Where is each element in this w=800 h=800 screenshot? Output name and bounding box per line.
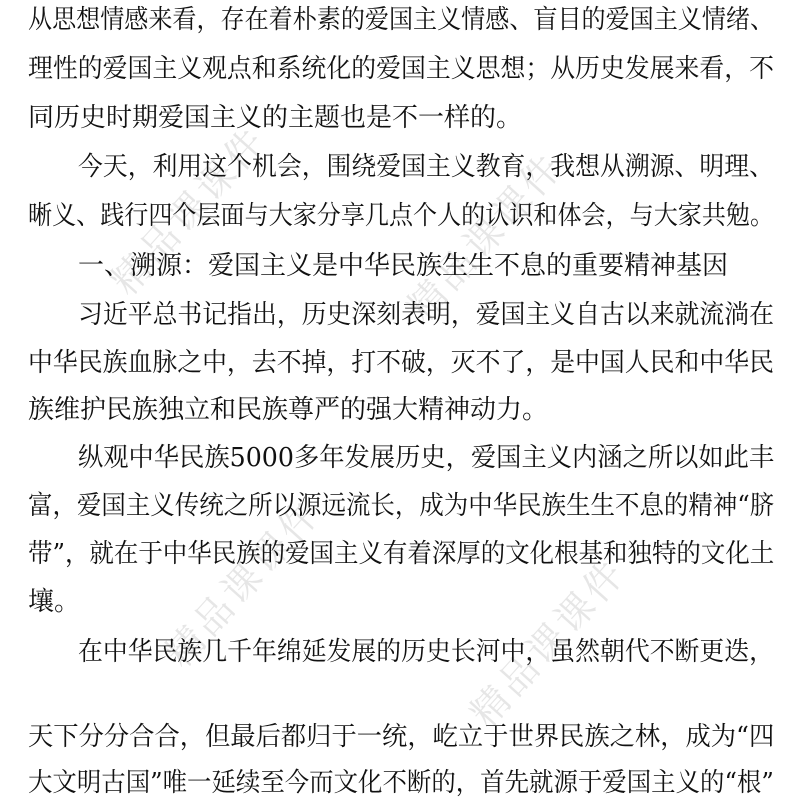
paragraph-line: 带”，就在于中华民族的爱国主义有着深厚的文化根基和独特的文化土: [28, 539, 775, 569]
paragraph-line: 壤。: [28, 587, 81, 617]
watermark-text: 精品课课件: [398, 143, 572, 330]
paragraph-line: 理性的爱国主义观点和系统化的爱国主义思想；从历史发展来看，不: [28, 54, 775, 84]
paragraph-line: 族维护民族独立和民族尊严的强大精神动力。: [28, 395, 549, 425]
paragraph-line: 今天，利用这个机会，围绕爱国主义教育，我想从溯源、明理、: [78, 152, 774, 182]
paragraph-line: 晰义、践行四个层面与大家分享几点个人的认识和体会，与大家共勉。: [28, 201, 775, 231]
section-heading: 一、溯源：爱国主义是中华民族生生不息的重要精神基因: [78, 251, 729, 281]
paragraph-line: 在中华民族几千年绵延发展的历史长河中，虽然朝代不断更迭，: [78, 637, 774, 667]
watermark-text: 精品课课件: [102, 117, 276, 304]
paragraph-line: 大文明古国”唯一延续至今而文化不断的，首先就源于爱国主义的“根”: [28, 768, 774, 798]
paragraph-line: 纵观中华民族5000多年发展历史，爱国主义内涵之所以如此丰: [78, 443, 775, 473]
watermark-text: 精品课课件: [156, 489, 330, 676]
watermark-text: 精品课课件: [461, 549, 635, 736]
paragraph-line: 从思想情感来看，存在着朴素的爱国主义情感、盲目的爱国主义情绪、: [28, 5, 775, 35]
paragraph-line: 天下分分合合，但最后都归于一统，屹立于世界民族之林，成为“四: [28, 722, 775, 752]
paragraph-line: 同历史时期爱国主义的主题也是不一样的。: [28, 103, 523, 133]
paragraph-line: 富，爱国主义传统之所以源远流长，成为中华民族生生不息的精神“脐: [28, 491, 775, 521]
paragraph-line: 中华民族血脉之中，去不掉，打不破，灭不了，是中国人民和中华民: [28, 348, 775, 378]
paragraph-line: 习近平总书记指出，历史深刻表明，爱国主义自古以来就流淌在: [78, 300, 774, 330]
